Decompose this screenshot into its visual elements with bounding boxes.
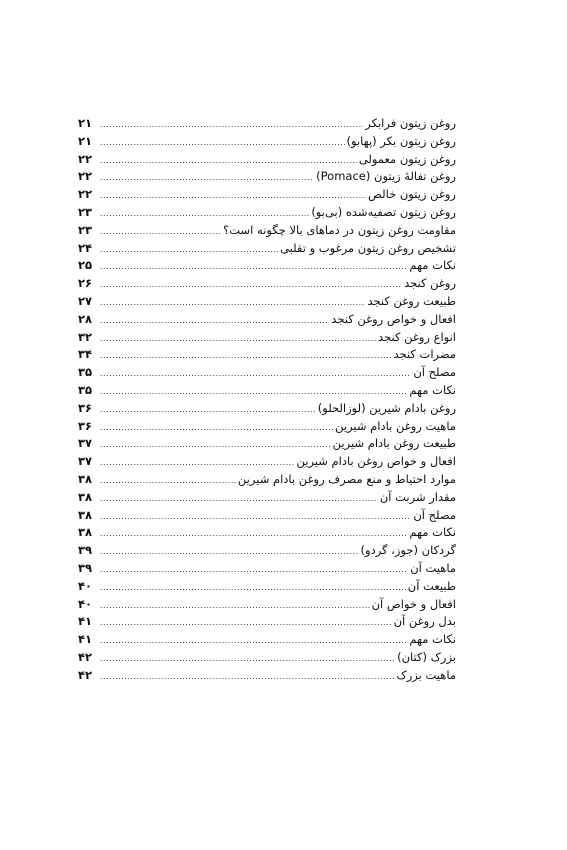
toc-entry-page-number: ۳۸ bbox=[78, 489, 93, 504]
toc-entry-page-number: ۲۱ bbox=[78, 116, 93, 130]
toc-entry-title: روغن زیتون خالص bbox=[367, 187, 456, 202]
toc-entry-page-number: ۳۹ bbox=[78, 543, 93, 558]
toc-entry-page-number: ۲۷ bbox=[78, 293, 93, 308]
toc-entry-page-number: ۲۲ bbox=[78, 187, 93, 202]
toc-dot-leader bbox=[100, 169, 314, 187]
toc-entry-page-number: ۳۷ bbox=[78, 436, 93, 451]
toc-entry-title: بزرک (کتان) bbox=[397, 649, 456, 664]
toc-entry-title: نکات مهم bbox=[409, 525, 456, 540]
toc-entry-title: موارد احتیاط و منع مصرف روغن بادام شیرین bbox=[237, 471, 456, 486]
toc-entry-page-number: ۳۷ bbox=[78, 454, 93, 469]
toc-entry[interactable] bbox=[78, 435, 456, 453]
toc-dot-leader bbox=[100, 614, 392, 632]
toc-entry-page-number: ۳۸ bbox=[78, 507, 93, 522]
toc-dot-leader bbox=[100, 330, 376, 348]
toc-dot-leader bbox=[100, 508, 411, 526]
toc-entry-page-number: ۳۶ bbox=[78, 400, 93, 415]
toc-dot-leader bbox=[100, 561, 408, 579]
toc-dot-leader bbox=[100, 116, 363, 134]
toc-entry-page-number: ۲۱ bbox=[78, 133, 93, 148]
toc-entry-title: ماهیت آن bbox=[410, 560, 456, 575]
toc-entry-title: ماهیت روغن بادام شیرین bbox=[335, 418, 456, 433]
toc-entry-title: انواع روغن کنجد bbox=[378, 329, 456, 344]
toc-dot-leader bbox=[100, 276, 402, 294]
toc-dot-leader bbox=[100, 205, 309, 223]
toc-entry[interactable] bbox=[78, 471, 456, 489]
toc-dot-leader bbox=[100, 436, 331, 454]
toc-entry-page-number: ۳۲ bbox=[78, 329, 93, 344]
toc-entry-title: روغن بادام شیرین (لوزالحلو) bbox=[317, 400, 456, 415]
toc-dot-leader bbox=[100, 365, 411, 383]
toc-entry-title: طبیعت روغن کنجد bbox=[367, 293, 456, 308]
toc-entry-title: ماهیت بزرک bbox=[396, 667, 456, 682]
toc-dot-leader bbox=[100, 347, 391, 365]
toc-entry-title: روغن زیتون معمولی bbox=[358, 151, 456, 166]
toc-entry[interactable] bbox=[78, 613, 456, 631]
toc-entry-title: روغن زیتون فرابکر bbox=[365, 116, 456, 130]
toc-entry-page-number: ۲۵ bbox=[78, 258, 93, 273]
toc-entry[interactable] bbox=[78, 115, 456, 133]
toc-entry-page-number: ۴۱ bbox=[78, 632, 93, 647]
toc-entry[interactable] bbox=[78, 631, 456, 649]
toc-entry[interactable] bbox=[78, 293, 456, 311]
toc-dot-leader bbox=[100, 241, 278, 259]
toc-entry-title: روغن کنجد bbox=[404, 276, 456, 291]
toc-entry[interactable] bbox=[78, 204, 456, 222]
toc-entry[interactable] bbox=[78, 186, 456, 204]
toc-entry[interactable] bbox=[78, 151, 456, 169]
toc-entry[interactable] bbox=[78, 346, 456, 364]
toc-entry-page-number: ۲۴ bbox=[78, 240, 93, 255]
toc-entry[interactable] bbox=[78, 489, 456, 507]
toc-dot-leader bbox=[100, 597, 370, 615]
toc-entry[interactable] bbox=[78, 578, 456, 596]
toc-entry-page-number: ۳۸ bbox=[78, 525, 93, 540]
toc-entry-page-number: ۳۶ bbox=[78, 418, 93, 433]
toc-entry-title: روغن تفالهٔ زیتون (Pomace) bbox=[316, 169, 456, 184]
toc-dot-leader bbox=[100, 294, 365, 312]
toc-dot-leader bbox=[100, 472, 236, 490]
toc-entry[interactable] bbox=[78, 240, 456, 258]
toc-dot-leader bbox=[100, 383, 407, 401]
toc-entry-page-number: ۳۵ bbox=[78, 365, 93, 380]
toc-entry-title: افعال و خواص آن bbox=[371, 596, 456, 611]
toc-entry-title: نکات مهم bbox=[409, 258, 456, 273]
toc-entry[interactable] bbox=[78, 560, 456, 578]
toc-entry[interactable] bbox=[78, 542, 456, 560]
toc-dot-leader bbox=[100, 312, 329, 330]
toc-entry-title: مصلح آن bbox=[413, 365, 456, 380]
toc-entry[interactable] bbox=[78, 507, 456, 525]
toc-entry-title: افعال و خواص روغن بادام شیرین bbox=[296, 454, 456, 469]
toc-entry-page-number: ۴۰ bbox=[78, 578, 93, 593]
toc-entry-title: بدل روغن آن bbox=[393, 614, 456, 629]
toc-entry-title: روغن زیتون تصفیه‌شده (بی‌بو) bbox=[311, 204, 456, 219]
toc-entry-page-number: ۳۸ bbox=[78, 471, 93, 486]
toc-entry-page-number: ۴۲ bbox=[78, 649, 93, 664]
toc-dot-leader bbox=[100, 668, 394, 686]
toc-entry-page-number: ۳۹ bbox=[78, 560, 93, 575]
toc-entry[interactable] bbox=[78, 649, 456, 667]
toc-dot-leader bbox=[100, 632, 407, 650]
toc-dot-leader bbox=[100, 134, 345, 152]
toc-entry-page-number: ۳۵ bbox=[78, 382, 93, 397]
toc-dot-leader bbox=[100, 419, 333, 437]
toc-entry[interactable] bbox=[78, 364, 456, 382]
toc-entry[interactable] bbox=[78, 222, 456, 240]
toc-entry-title: روغن زیتون بکر (پهابو) bbox=[346, 133, 456, 148]
toc-dot-leader bbox=[100, 258, 407, 276]
toc-entry-page-number: ۴۱ bbox=[78, 614, 93, 629]
toc-entry-title: نکات مهم bbox=[409, 382, 456, 397]
toc-entry-page-number: ۲۲ bbox=[78, 169, 93, 184]
toc-dot-leader bbox=[100, 543, 359, 561]
toc-dot-leader bbox=[100, 401, 316, 419]
toc-dot-leader bbox=[100, 650, 395, 668]
toc-entry-title: طبیعت روغن بادام شیرین bbox=[332, 436, 456, 451]
toc-entry-title: افعال و خواص روغن کنجد bbox=[331, 311, 456, 326]
toc-entry-page-number: ۳۴ bbox=[78, 347, 93, 362]
toc-entry[interactable] bbox=[78, 168, 456, 186]
toc-entry-page-number: ۲۶ bbox=[78, 276, 93, 291]
toc-entry-page-number: ۲۳ bbox=[78, 222, 93, 237]
toc-entry-title: تشخیص روغن زیتون مرغوب و تقلبی bbox=[280, 240, 456, 255]
toc-entry[interactable] bbox=[78, 133, 456, 151]
toc-entry-title: گردکان (جوز، گردو) bbox=[360, 543, 456, 558]
toc-entry[interactable] bbox=[78, 418, 456, 436]
toc-entry-title: نکات مهم bbox=[409, 632, 456, 647]
toc-entry[interactable] bbox=[78, 524, 456, 542]
table-of-contents bbox=[78, 115, 456, 685]
toc-dot-leader bbox=[100, 490, 378, 508]
toc-dot-leader bbox=[100, 152, 357, 170]
toc-dot-leader bbox=[100, 223, 221, 241]
toc-entry-title: مضرات کنجد bbox=[393, 347, 456, 362]
toc-entry-page-number: ۴۰ bbox=[78, 596, 93, 611]
toc-entry-page-number: ۲۳ bbox=[78, 204, 93, 219]
toc-entry-page-number: ۲۲ bbox=[78, 151, 93, 166]
toc-dot-leader bbox=[100, 579, 406, 597]
toc-entry[interactable] bbox=[78, 311, 456, 329]
toc-dot-leader bbox=[100, 525, 407, 543]
toc-dot-leader bbox=[100, 187, 366, 205]
toc-entry[interactable] bbox=[78, 400, 456, 418]
toc-entry-title: مقدار شربت آن bbox=[379, 489, 456, 504]
toc-entry-title: طبیعت آن bbox=[407, 578, 456, 593]
toc-entry-page-number: ۲۸ bbox=[78, 311, 93, 326]
toc-entry[interactable] bbox=[78, 329, 456, 347]
toc-entry[interactable] bbox=[78, 667, 456, 685]
toc-entry-page-number: ۴۲ bbox=[78, 667, 93, 682]
toc-entry[interactable] bbox=[78, 382, 456, 400]
toc-entry[interactable] bbox=[78, 596, 456, 614]
toc-entry[interactable] bbox=[78, 275, 456, 293]
toc-entry-title: مقاومت روغن زیتون در دماهای بالا چگونه است؟ bbox=[223, 222, 456, 237]
toc-entry[interactable] bbox=[78, 257, 456, 275]
toc-entry-title: مصلح آن bbox=[413, 507, 456, 522]
toc-dot-leader bbox=[100, 454, 294, 472]
toc-entry[interactable] bbox=[78, 453, 456, 471]
